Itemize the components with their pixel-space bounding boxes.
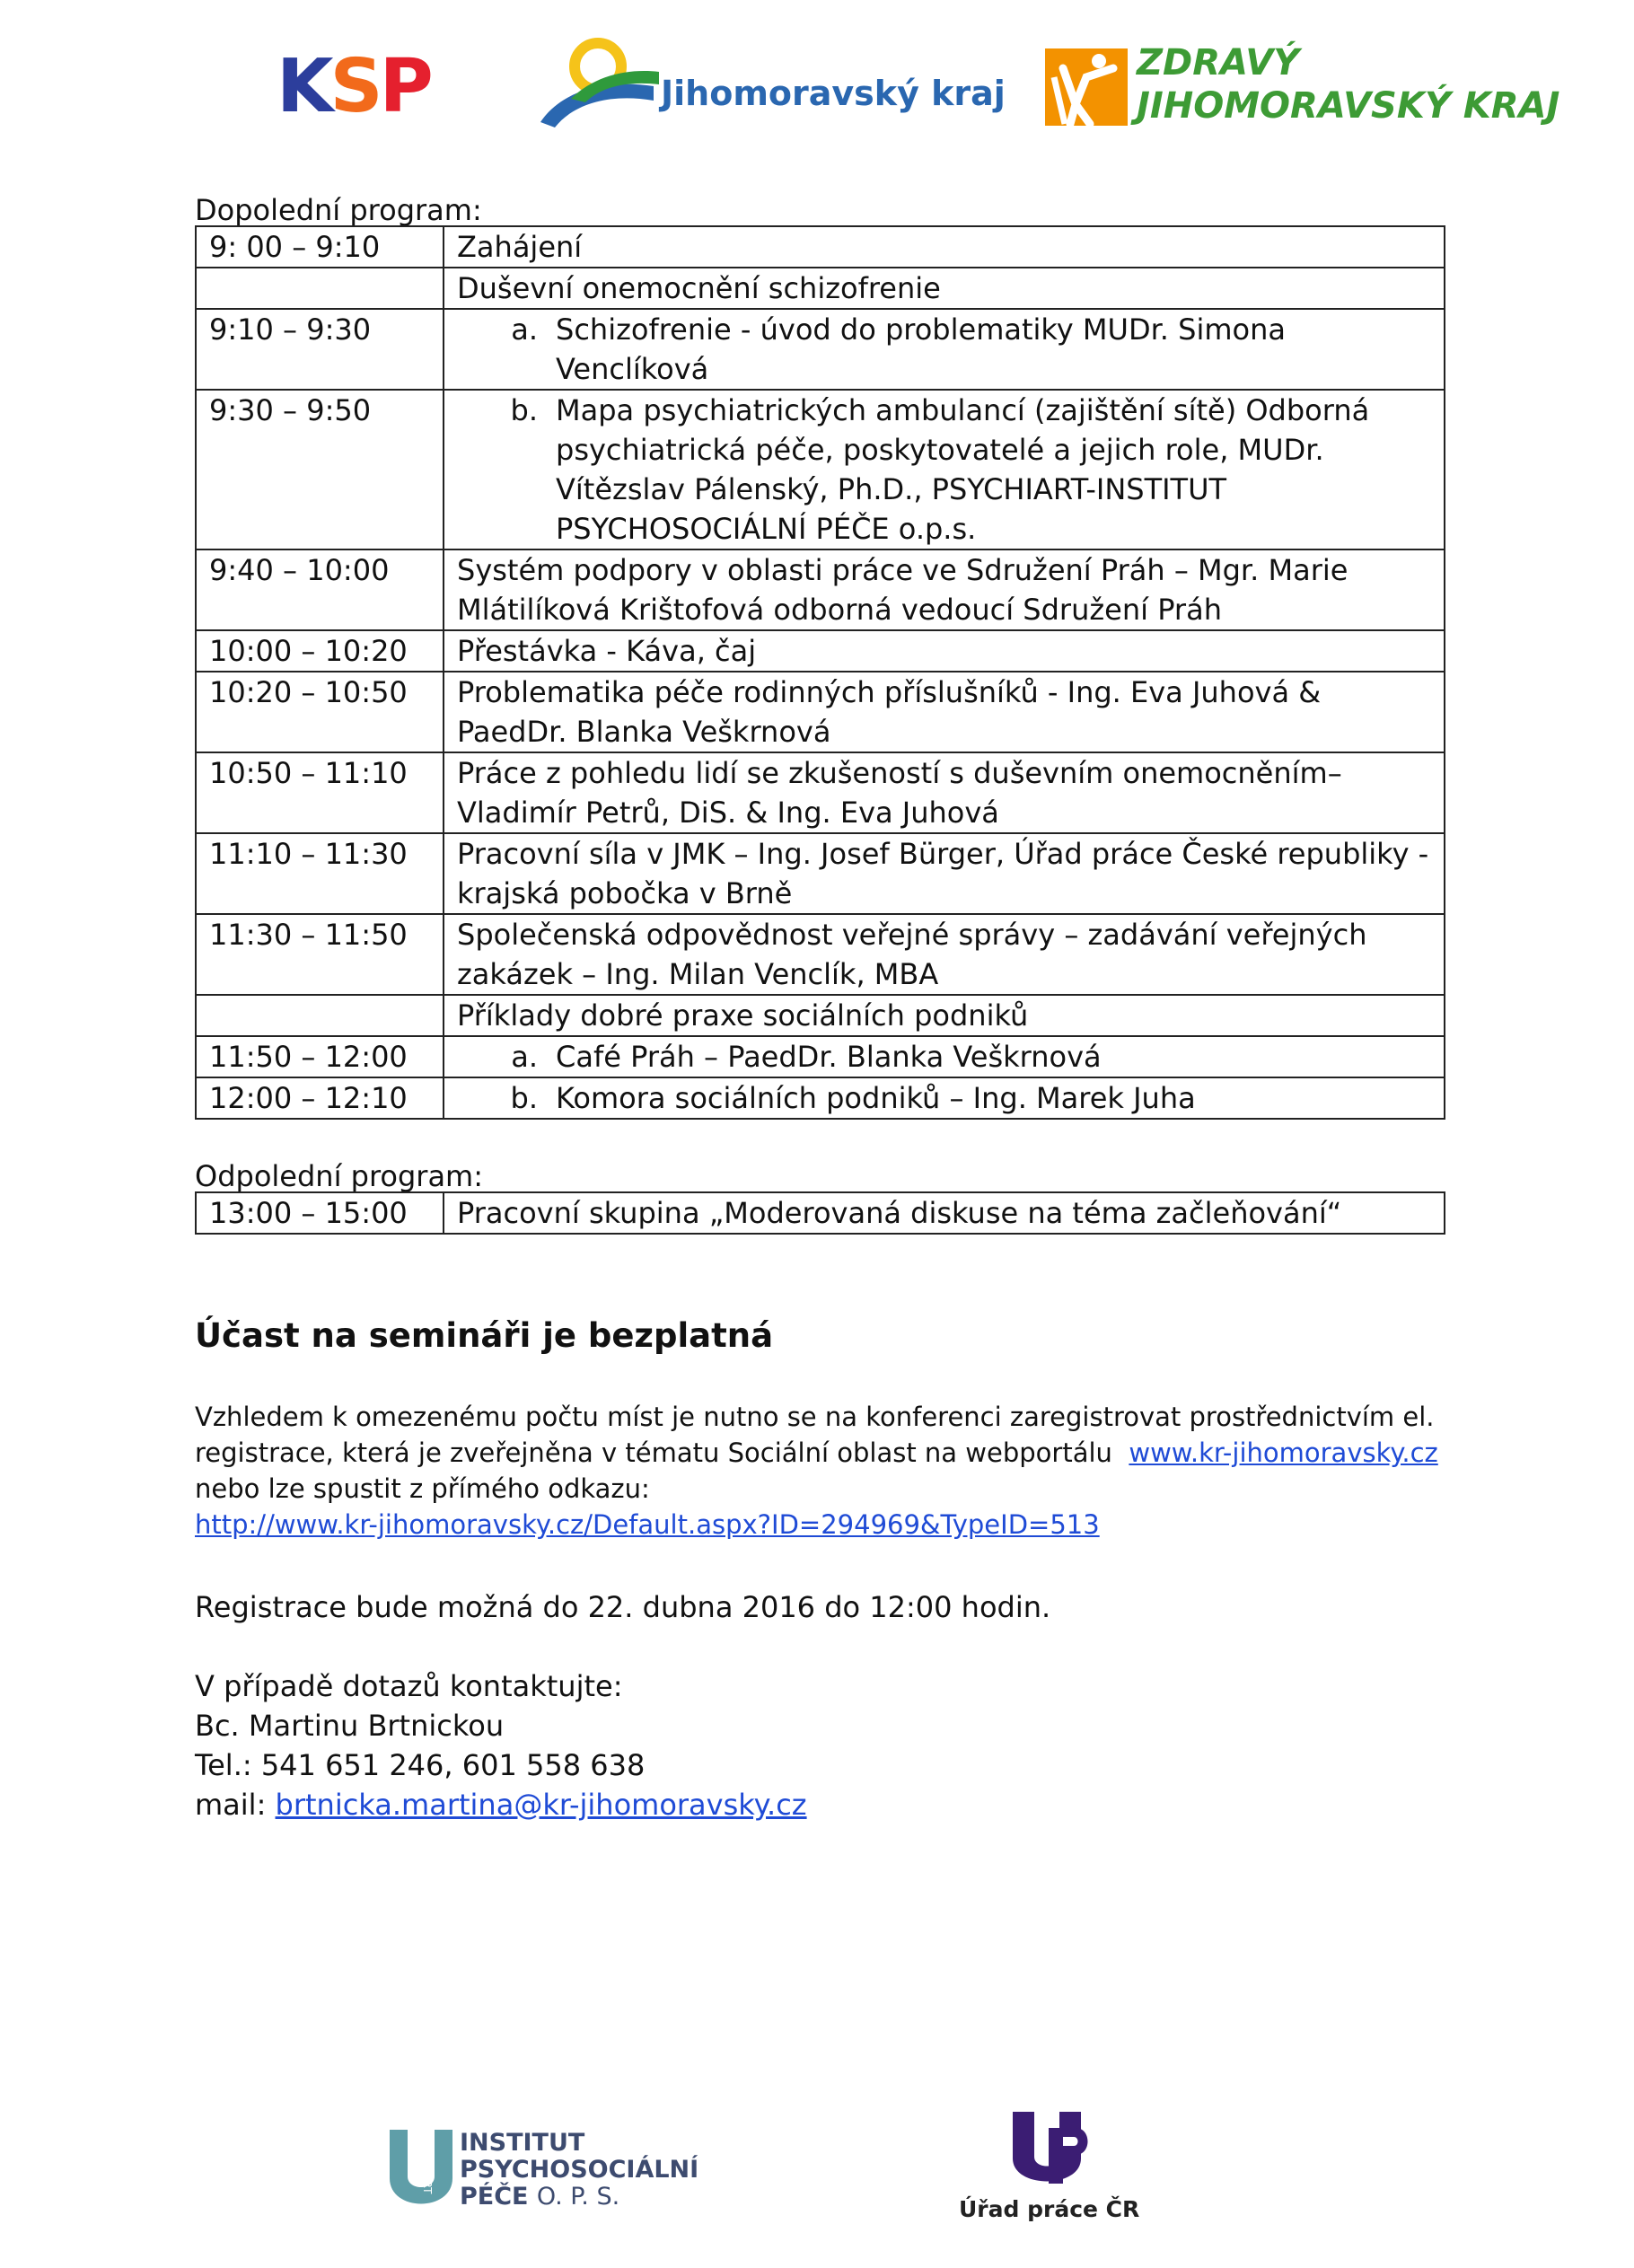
jihomoravsky-kraj-logo bbox=[535, 36, 1006, 135]
description-cell: Společenská odpovědnost veřejné správy – zadávání veřejných zakázek – Ing. Milan Venclík, MBA bbox=[444, 914, 1445, 995]
ips-line2: PSYCHOSOCIÁLNÍ bbox=[460, 2156, 699, 2184]
zdravy-line2: JIHOMORAVSKÝ KRAJ bbox=[1137, 85, 1560, 127]
time-cell: 9:30 – 9:50 bbox=[196, 390, 444, 549]
contact-intro: V případě dotazů kontaktujte: bbox=[195, 1669, 623, 1703]
urad-prace-caption: Úřad práce ČR bbox=[959, 2196, 1140, 2222]
table-row bbox=[196, 549, 1445, 630]
registration-line-1: Vzhledem k omezenému počtu míst je nutno se na konferenci zaregistrovat prostřednictvím el. bbox=[195, 1402, 1435, 1432]
table-row bbox=[196, 390, 1445, 549]
description-cell bbox=[444, 309, 1445, 390]
contact-name: Bc. Martinu Brtnickou bbox=[195, 1709, 505, 1743]
zdravy-logo-text bbox=[1137, 41, 1559, 127]
list-item-text: Mapa psychiatrických ambulancí (zajištění sítě) Odborná psychiatrická péče, poskytovatelé a jejich role, MUDr. Vítězslav Pálenský, Ph.D., PSYCHIART-INSTITUT PSYCHOSOCIÁLNÍ PÉČE o.p.s. bbox=[556, 393, 1370, 546]
time-cell: 12:00 – 12:10 bbox=[196, 1077, 444, 1119]
contact-phone: Tel.: 541 651 246, 601 558 638 bbox=[195, 1748, 646, 1782]
list-marker: a. bbox=[511, 312, 538, 347]
list-item-text: Komora sociálních podniků – Ing. Marek Juha bbox=[556, 1081, 1196, 1115]
contact-email-link[interactable]: brtnicka.martina@kr-jihomoravsky.cz bbox=[275, 1788, 807, 1822]
description-cell: Duševní onemocnění schizofrenie bbox=[444, 268, 1445, 309]
description-cell: Zahájení bbox=[444, 226, 1445, 268]
morning-program-label: Dopolední program: bbox=[195, 193, 482, 227]
psychiart-emblem-icon bbox=[388, 2126, 454, 2211]
time-cell: 11:10 – 11:30 bbox=[196, 833, 444, 914]
jmk-logo-text: Jihomoravský kraj bbox=[661, 74, 1006, 113]
zdravy-jihomoravsky-kraj-logo bbox=[1045, 41, 1560, 140]
description-cell: Problematika péče rodinných příslušníků - Ing. Eva Juhová & PaedDr. Blanka Veškrnová bbox=[444, 672, 1445, 752]
table-row bbox=[196, 630, 1445, 672]
zdravy-figure-icon bbox=[1045, 41, 1129, 126]
table-row bbox=[196, 226, 1445, 268]
ips-logo-text bbox=[460, 2130, 698, 2211]
ksp-logo: KSP bbox=[277, 44, 430, 129]
registration-paragraph bbox=[195, 1399, 1452, 1543]
ips-line1: INSTITUT bbox=[460, 2129, 585, 2157]
registration-deadline: Registrace bude možná do 22. dubna 2016 do 12:00 hodin. bbox=[195, 1590, 1051, 1624]
time-cell bbox=[196, 995, 444, 1036]
time-cell: 13:00 – 15:00 bbox=[196, 1192, 444, 1234]
table-row bbox=[196, 1077, 1445, 1119]
list-marker: b. bbox=[510, 393, 538, 427]
registration-line-2 bbox=[195, 1435, 1452, 1471]
description-cell: Pracovní síla v JMK – Ing. Josef Bürger, Úřad práce České republiky - krajská pobočka v Brně bbox=[444, 833, 1445, 914]
urad-prace-emblem-icon bbox=[959, 2106, 1138, 2193]
description-cell bbox=[444, 1036, 1445, 1077]
description-cell: Příklady dobré praxe sociálních podniků bbox=[444, 995, 1445, 1036]
table-row bbox=[196, 672, 1445, 752]
institut-psychosocialni-pece-logo bbox=[388, 2126, 699, 2216]
ips-line3b: O. P. S. bbox=[536, 2183, 620, 2211]
webportal-link[interactable]: www.kr-jihomoravsky.cz bbox=[1129, 1437, 1438, 1468]
table-row bbox=[196, 1192, 1445, 1234]
ips-line3a: PÉČE bbox=[460, 2183, 529, 2211]
description-cell bbox=[444, 1077, 1445, 1119]
list-item-text: Schizofrenie - úvod do problematiky MUDr. Simona Venclíková bbox=[556, 312, 1286, 386]
contact-mail-line bbox=[195, 1785, 807, 1824]
time-cell: 10:50 – 11:10 bbox=[196, 752, 444, 833]
table-row bbox=[196, 914, 1445, 995]
zdravy-line1: ZDRAVÝ bbox=[1137, 42, 1300, 84]
registration-line-3: nebo lze spustit z přímého odkazu: bbox=[195, 1473, 650, 1504]
afternoon-schedule-table bbox=[195, 1191, 1445, 1235]
time-cell: 10:20 – 10:50 bbox=[196, 672, 444, 752]
jmk-emblem-icon bbox=[535, 36, 661, 135]
morning-schedule-table bbox=[195, 225, 1445, 1120]
time-cell bbox=[196, 268, 444, 309]
time-cell: 10:00 – 10:20 bbox=[196, 630, 444, 672]
time-cell: 9:40 – 10:00 bbox=[196, 549, 444, 630]
direct-registration-link[interactable]: http://www.kr-jihomoravsky.cz/Default.aspx?ID=294969&TypeID=513 bbox=[195, 1509, 1100, 1540]
list-marker: b. bbox=[510, 1081, 538, 1115]
list-marker: a. bbox=[511, 1040, 538, 1074]
table-row bbox=[196, 752, 1445, 833]
free-participation-heading: Účast na semináři je bezplatná bbox=[195, 1316, 774, 1355]
description-cell: Pracovní skupina „Moderovaná diskuse na téma začleňování“ bbox=[444, 1192, 1445, 1234]
description-cell: Přestávka - Káva, čaj bbox=[444, 630, 1445, 672]
urad-prace-logo bbox=[959, 2106, 1138, 2223]
psychiart-vertical-text: PSYCHIART bbox=[421, 2135, 434, 2194]
table-row bbox=[196, 268, 1445, 309]
time-cell: 9:10 – 9:30 bbox=[196, 309, 444, 390]
time-cell: 11:50 – 12:00 bbox=[196, 1036, 444, 1077]
time-cell: 9: 00 – 9:10 bbox=[196, 226, 444, 268]
registration-line-2-text: registrace, která je zveřejněna v tématu Sociální oblast na webportálu bbox=[195, 1437, 1112, 1468]
table-row bbox=[196, 309, 1445, 390]
description-cell bbox=[444, 390, 1445, 549]
header-logos bbox=[0, 32, 1634, 149]
description-cell: Systém podpory v oblasti práce ve Sdružení Práh – Mgr. Marie Mlátilíková Krištofová odborná vedoucí Sdružení Práh bbox=[444, 549, 1445, 630]
table-row bbox=[196, 995, 1445, 1036]
time-cell: 11:30 – 11:50 bbox=[196, 914, 444, 995]
description-cell: Práce z pohledu lidí se zkušeností s duševním onemocněním– Vladimír Petrů, DiS. & Ing. Eva Juhová bbox=[444, 752, 1445, 833]
afternoon-program-label: Odpolední program: bbox=[195, 1159, 483, 1193]
table-row bbox=[196, 833, 1445, 914]
mail-label: mail: bbox=[195, 1788, 267, 1822]
list-item-text: Café Práh – PaedDr. Blanka Veškrnová bbox=[556, 1040, 1102, 1074]
table-row bbox=[196, 1036, 1445, 1077]
